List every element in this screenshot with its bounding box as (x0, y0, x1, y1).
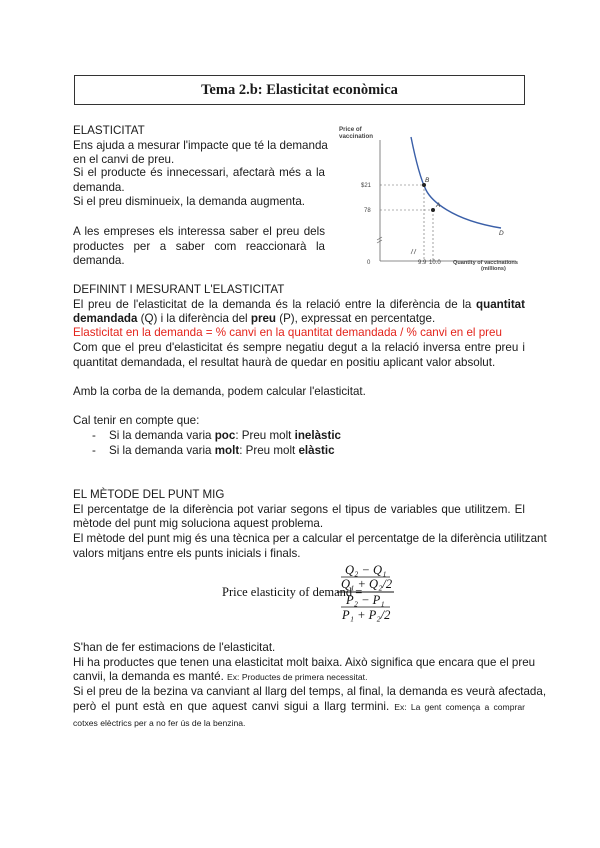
text-line: quantitat demandada, el resultat haurà de quedar en positiu aplicant valor absolut. (73, 356, 496, 369)
graph-origin: 0 (367, 260, 371, 266)
title-box (74, 75, 525, 105)
graph-label-b: B (425, 177, 430, 184)
graph-ylabel-2: vaccination (339, 133, 374, 140)
example-run: Ex: La gent comença a comprar (394, 702, 525, 712)
text-line (73, 669, 367, 685)
text-line (73, 311, 435, 326)
text-line: Ens ajuda a mesurar l'impacte que té la demanda (73, 139, 328, 152)
bullet-dash: - (92, 429, 96, 442)
text-line: demanda. (73, 181, 125, 194)
midpoint-formula (222, 562, 432, 624)
example-run: Ex: Productes de primera necessitat. (227, 672, 368, 682)
graph-xlabel-1: Quantity of vaccinations (453, 260, 518, 266)
formula-label: Price elasticity of demand = (222, 585, 363, 599)
graph-y-tick-high: $21 (361, 183, 372, 189)
text-line (73, 297, 525, 312)
text-line: El percentatge de la diferència pot variar segons el tipus de variables que utilitzem. El (73, 503, 525, 516)
text-run: però el punt està en que aquest canvi sigui a llarg termini. (73, 700, 395, 713)
text-line: demanda. (73, 254, 125, 267)
text-line: Si el producte és innecessari, afectarà més a la (73, 166, 325, 179)
bold-run: molt (214, 444, 240, 457)
example-line: cotxes elèctrics per a no fer ús de la benzina. (73, 718, 246, 728)
text-line: productes per a saber com reaccionarà la (73, 240, 325, 253)
bullet-dash: - (92, 444, 96, 457)
bullet-item (109, 428, 341, 443)
text-run: (Q) i la diferència del (137, 312, 251, 325)
text-run: Si la demanda varia (109, 444, 215, 457)
text-line: mètode del punt mig soluciona aquest problema. (73, 517, 324, 530)
graph-xlabel-2: (millions) (481, 266, 506, 272)
text-run: El preu de l'elasticitat de la demanda és la relació entre la diferència de la (73, 298, 477, 311)
bold-run: inelàstic (294, 429, 342, 442)
graph-ylabel-1: Price of (339, 126, 362, 133)
text-line: valors mitjans entre els punts inicials i finals. (73, 547, 301, 560)
text-line: Si el preu de la bezina va canviant al llarg del temps, al final, la demanda es veurà afectada, (73, 685, 547, 698)
text-run: (P), expressat en percentatge. (275, 312, 436, 325)
graph-label-d: D (499, 230, 504, 237)
bold-run: demandada (73, 312, 138, 325)
text-line: S'han de fer estimacions de l'elasticitat. (73, 641, 276, 654)
graph-label-a: A (436, 202, 441, 209)
text-line: A les empreses els interessa saber el preu dels (73, 225, 325, 238)
formula-den-bot: P₁ + P₂/2 (342, 608, 391, 622)
page-title: Tema 2.b: Elasticitat econòmica (201, 81, 398, 98)
demand-curve-graph (336, 122, 530, 274)
text-line: El mètode del punt mig és una tècnica per a calcular el percentatge de la diferència utilitzant (73, 532, 547, 545)
bold-run: preu (250, 312, 276, 325)
formula-num-top: Q₂ − Q₁ (345, 563, 387, 577)
graph-x-tick-2: 10.0 (429, 260, 441, 266)
section-heading-elasticitat: ELASTICITAT (73, 124, 145, 137)
graph-y-tick-low: 78 (364, 208, 371, 214)
formula-den-top: P₂ − P₁ (346, 593, 385, 607)
section-heading-punt-mig: EL MÈTODE DEL PUNT MIG (73, 488, 225, 501)
bold-run: elàstic (298, 444, 335, 457)
graph-x-tick-1: 9.9 (418, 260, 427, 266)
graph-axis-break (411, 249, 416, 254)
text-line (73, 699, 525, 715)
section-heading-definint: DEFININT I MESURANT L'ELASTICITAT (73, 283, 285, 296)
bold-run: poc (214, 429, 236, 442)
graph-point-a (431, 208, 435, 212)
bold-run: quantitat (476, 298, 525, 311)
text-line: Cal tenir en compte que: (73, 414, 200, 427)
elasticity-formula-text: Elasticitat en la demanda = % canvi en la quantitat demandada / % canvi en el preu (73, 326, 502, 339)
text-run: Si la demanda varia (109, 429, 215, 442)
text-line: Si el preu disminueix, la demanda augmenta. (73, 195, 306, 208)
text-line: Com que el preu d'elasticitat és sempre negatiu degut a la relació inversa entre preu i (73, 341, 525, 354)
text-run: : Preu molt (239, 444, 299, 457)
formula-num-bot: Q₁ + Q₂/2 (341, 577, 393, 591)
text-line: Amb la corba de la demanda, podem calcular l'elasticitat. (73, 385, 366, 398)
text-line: Hi ha productes que tenen una elasticitat molt baixa. Això significa que encara que el preu (73, 656, 536, 669)
graph-axis-break (377, 237, 382, 243)
text-line: en el canvi de preu. (73, 153, 175, 166)
bullet-item (109, 443, 335, 458)
text-run: : Preu molt (235, 429, 295, 442)
text-run: canvii, la demanda es manté. (73, 670, 228, 683)
